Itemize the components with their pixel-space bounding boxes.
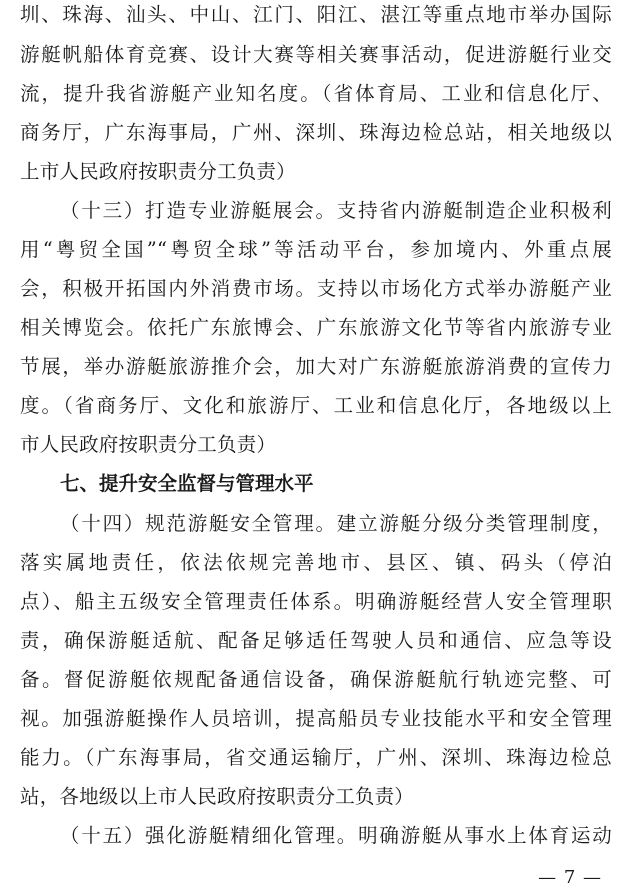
text-line: 落实属地责任，依法依规完善地市、县区、镇、码头（停泊 — [20, 551, 612, 574]
text-line: 流，提升我省游艇产业知名度。（省体育局、工业和信息化厅、 — [20, 82, 612, 105]
text-line: 备。督促游艇依规配备通信设备，确保游艇航行轨迹完整、可 — [20, 668, 612, 691]
section-heading: 七、提升安全监督与管理水平 — [60, 472, 314, 495]
document-page — [20, 0, 612, 855]
paragraph-item-14 — [20, 504, 612, 816]
text-line: （十三）打造专业游艇展会。支持省内游艇制造企业积极利 — [60, 199, 612, 222]
text-line: 度。（省商务厅、文化和旅游厅、工业和信息化厅，各地级以上 — [20, 394, 612, 417]
text-line: 用“粤贸全国”“粤贸全球”等活动平台，参加境内、外重点展 — [20, 238, 612, 261]
text-line: 会，积极开拓国内外消费市场。支持以市场化方式举办游艇产业 — [20, 277, 612, 300]
text-line: 圳、珠海、汕头、中山、江门、阳江、湛江等重点地市举办国际 — [20, 3, 612, 26]
paragraph-continuation — [20, 0, 612, 191]
text-line: 市人民政府按职责分工负责） — [20, 433, 277, 456]
text-line: 视。加强游艇操作人员培训，提高船员专业技能水平和安全管理 — [20, 707, 612, 730]
text-line: 站，各地级以上市人民政府按职责分工负责） — [20, 785, 415, 808]
text-line: 商务厅，广东海事局，广州、深圳、珠海边检总站，相关地级以 — [20, 121, 612, 144]
text-line: 相关博览会。依托广东旅博会、广东旅游文化节等省内旅游专业 — [20, 316, 612, 339]
text-line: 游艇帆船体育竞赛、设计大赛等相关赛事活动，促进游艇行业交 — [20, 43, 612, 66]
text-line: 点）、船主五级安全管理责任体系。明确游艇经营人安全管理职 — [20, 590, 612, 613]
text-line: 责，确保游艇适航、配备足够适任驾驶人员和通信、应急等设 — [20, 629, 612, 652]
text-line: 上市人民政府按职责分工负责） — [20, 160, 296, 183]
text-line: 能力。（广东海事局，省交通运输厅，广州、深圳、珠海边检总 — [20, 746, 612, 769]
paragraph-item-15 — [20, 816, 612, 855]
text-line: 节展，举办游艇旅游推介会，加大对广东游艇旅游消费的宣传力 — [20, 355, 612, 378]
text-line: （十四）规范游艇安全管理。建立游艇分级分类管理制度， — [60, 512, 612, 535]
paragraph-item-13 — [20, 191, 612, 464]
page-number: — 7 — — [538, 867, 602, 888]
text-line: （十五）强化游艇精细化管理。明确游艇从事水上体育运动 — [60, 824, 612, 847]
